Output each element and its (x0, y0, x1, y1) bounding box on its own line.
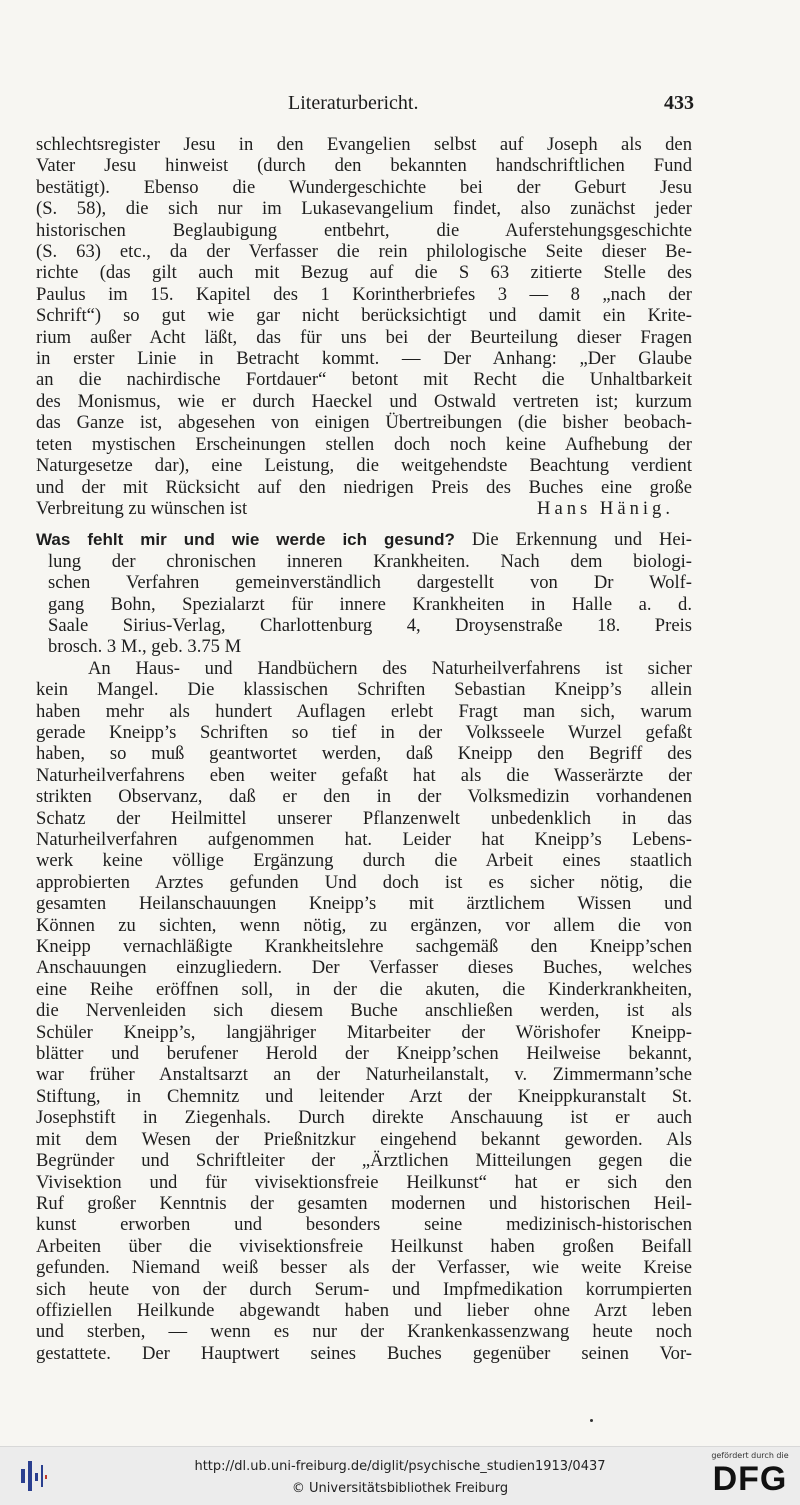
text-line: richte (das gilt auch mit Bezug auf die S 63 zitierte Stelle des (36, 262, 692, 284)
text-body (36, 134, 692, 1364)
text-line: das Ganze ist, abgesehen von einigen Übertreibungen (die bisher beobach- (36, 412, 692, 434)
text-line: an die nachirdische Fortdauer“ betont mit Recht die Unhaltbarkeit (36, 369, 692, 391)
review-line: strikten Observanz, daß er den in der Volksmedizin vorhandenen (36, 786, 692, 808)
review-line: Josephstift in Ziegenhals. Durch direkte Anschauung ist er auch (36, 1107, 692, 1129)
review-line: werk keine völlige Ergänzung durch die Arbeit eines staatlich (36, 850, 692, 872)
page-number: 433 (664, 92, 694, 114)
review-line: sich heute von der durch Serum- und Impfmedikation korrumpierten (36, 1278, 692, 1300)
text-line: und der mit Rücksicht auf den niedrigen Preis des Buches eine große (36, 476, 692, 498)
review-line: blätter und berufener Herold der Kneipp’schen Heilweise bekannt, (36, 1043, 692, 1065)
review-line: haben, so muß geantwortet werden, daß Kneipp den Begriff des (36, 743, 692, 765)
review-line: gestattete. Der Hauptwert seines Buches gegenüber seinen Vor- (36, 1342, 692, 1364)
review-line: Ruf großer Kenntnis der gesamten modernen und historischen Heil- (36, 1192, 692, 1214)
review-line: Arbeiten über die vivisektionsfreie Heilkunst haben großen Beifall (36, 1235, 692, 1257)
text-line: Naturgesetze dar), eine Leistung, die weitgehendste Beachtung verdient (36, 455, 692, 477)
review-line: eine Reihe eröffnen soll, in der die akuten, die Kinderkrankheiten, (36, 978, 692, 1000)
book-review (36, 529, 692, 1364)
review-line: kunst erworben und besonders seine medizinisch-historischen (36, 1214, 692, 1236)
review-line: Können zu sichten, wenn nötig, zu ergänzen, vor allem die von (36, 914, 692, 936)
review-line: Naturheilverfahrens eben weiter gefaßt hat als die Wasserärzte der (36, 764, 692, 786)
ink-speck (590, 1419, 593, 1422)
review-line: Stiftung, in Chemnitz und leitender Arzt der Kneippkuranstalt St. (36, 1085, 692, 1107)
running-title: Literaturbericht. (288, 92, 419, 114)
review-line: Kneipp vernachläßigte Krankheitslehre sachgemäß den Kneipp’schen (36, 936, 692, 958)
review-line: Schüler Kneipp’s, langjähriger Mitarbeiter der Wörishofer Kneipp- (36, 1021, 692, 1043)
reviewer-signature: Hans Hänig. (537, 497, 674, 519)
bibliographic-line: lung der chronischen inneren Krankheiten. Nach dem biologi- (48, 550, 692, 572)
text-line: teten mystischen Erscheinungen stellen doch noch keine Aufhebung der (36, 433, 692, 455)
text-line: schlechtsregister Jesu in den Evangelien selbst auf Joseph als den (36, 134, 692, 155)
review-line: Naturheilverfahren aufgenommen hat. Leider hat Kneipp’s Lebens- (36, 829, 692, 850)
review-line: approbierten Arztes gefunden Und doch ist es sicher nötig, die (36, 871, 692, 893)
text-line: Paulus im 15. Kapitel des 1 Korintherbriefes 3 — 8 „nach der (36, 283, 692, 305)
book-title: Was fehlt mir und wie werde ich gesund? (36, 530, 455, 550)
bibliographic-line: schen Verfahren gemeinverständlich dargestellt von Dr Wolf- (48, 572, 692, 594)
review-line: haben mehr als hundert Auflagen erlebt Fragt man sich, warum (36, 700, 692, 722)
review-line: offiziellen Heilkunde abgewandt haben und lieber ohne Arzt leben (36, 1299, 692, 1321)
bibliographic-line: brosch. 3 M., geb. 3.75 M (48, 636, 242, 658)
running-header (288, 92, 694, 115)
permalink-url[interactable]: http://dl.ub.uni-freiburg.de/diglit/psychische_studien1913/0437 (194, 1459, 606, 1474)
text-line: historischen Beglaubigung entbehrt, die Auferstehungsgeschichte (36, 219, 692, 241)
dfg-funding-note: gefördert durch die (711, 1451, 789, 1460)
viewer-footer (0, 1446, 800, 1505)
bibliographic-line: gang Bohn, Spezialarzt für innere Krankheiten in Halle a. d. (48, 593, 692, 615)
review-line: An Haus- und Handbüchern des Naturheilverfahrens ist sicher (88, 657, 692, 679)
review-line: und sterben, — wenn es nur der Krankenkassenzwang heute noch (36, 1321, 692, 1343)
copyright-notice: © Universitätsbibliothek Freiburg (291, 1481, 509, 1496)
text-line: Schrift“) so gut wie gar nicht berücksichtigt und damit ein Krite- (36, 305, 692, 327)
book-subtitle: Die Erkennung und Hei- (471, 529, 692, 551)
review-line: gefunden. Niemand weiß besser als der Verfasser, wie weite Kreise (36, 1257, 692, 1279)
review-line: die Nervenleiden sich diesem Buche anschließen werden, ist als (36, 1000, 692, 1022)
review-line: Vivisektion und für vivisektionsfreie Heilkunst“ hat er sich den (36, 1171, 692, 1193)
review-line: Begründer und Schriftleiter der „Ärztlichen Mitteilungen gegen die (36, 1150, 692, 1172)
text-line: Verbreitung zu wünschen ist (36, 497, 248, 519)
review-line: Anschauungen einzugliedern. Der Verfasser dieses Buches, welches (36, 957, 692, 979)
text-line: (S. 58), die sich nur im Lukasevangelium findet, also zunächst jeder (36, 198, 692, 220)
text-line: des Monismus, wie er durch Haeckel und Ostwald vertreten ist; kurzum (36, 390, 692, 412)
previous-review-end (36, 134, 692, 519)
review-line: mit dem Wesen der Prießnitzkur eingehend bekannt geworden. Als (36, 1128, 692, 1150)
bibliographic-line: Saale Sirius-Verlag, Charlottenburg 4, Droysenstraße 18. Preis (48, 614, 692, 636)
text-line: rium außer Acht läßt, das für uns bei der Beurteilung dieser Fragen (36, 326, 692, 348)
text-line: in erster Linie in Betracht kommt. — Der Anhang: „Der Glaube (36, 348, 692, 370)
text-line: Vater Jesu hinweist (durch den bekannten handschriftlichen Fund (36, 155, 692, 177)
review-line: kein Mangel. Die klassischen Schriften Sebastian Kneipp’s allein (36, 679, 692, 701)
review-line: gerade Kneipp’s Schriften so tief in der Volksseele Wurzel gefaßt (36, 721, 692, 743)
dfg-logo (706, 1451, 794, 1501)
review-heading-line (36, 529, 692, 550)
review-line: gesamten Heilanschauungen Kneipp’s mit ärztlichem Wissen und (36, 893, 692, 915)
review-line: war früher Anstaltsarzt an der Naturheilanstalt, v. Zimmermann’sche (36, 1064, 692, 1086)
dfg-logo-text: DFG (712, 1460, 788, 1498)
text-line: (S. 63) etc., da der Verfasser die rein philologische Seite dieser Be- (36, 241, 692, 263)
signature-line (36, 498, 692, 519)
text-line: bestätigt). Ebenso die Wundergeschichte bei der Geburt Jesu (36, 176, 692, 198)
review-line: Schatz der Heilmittel unserer Pflanzenwelt unbedenklich in das (36, 807, 692, 829)
